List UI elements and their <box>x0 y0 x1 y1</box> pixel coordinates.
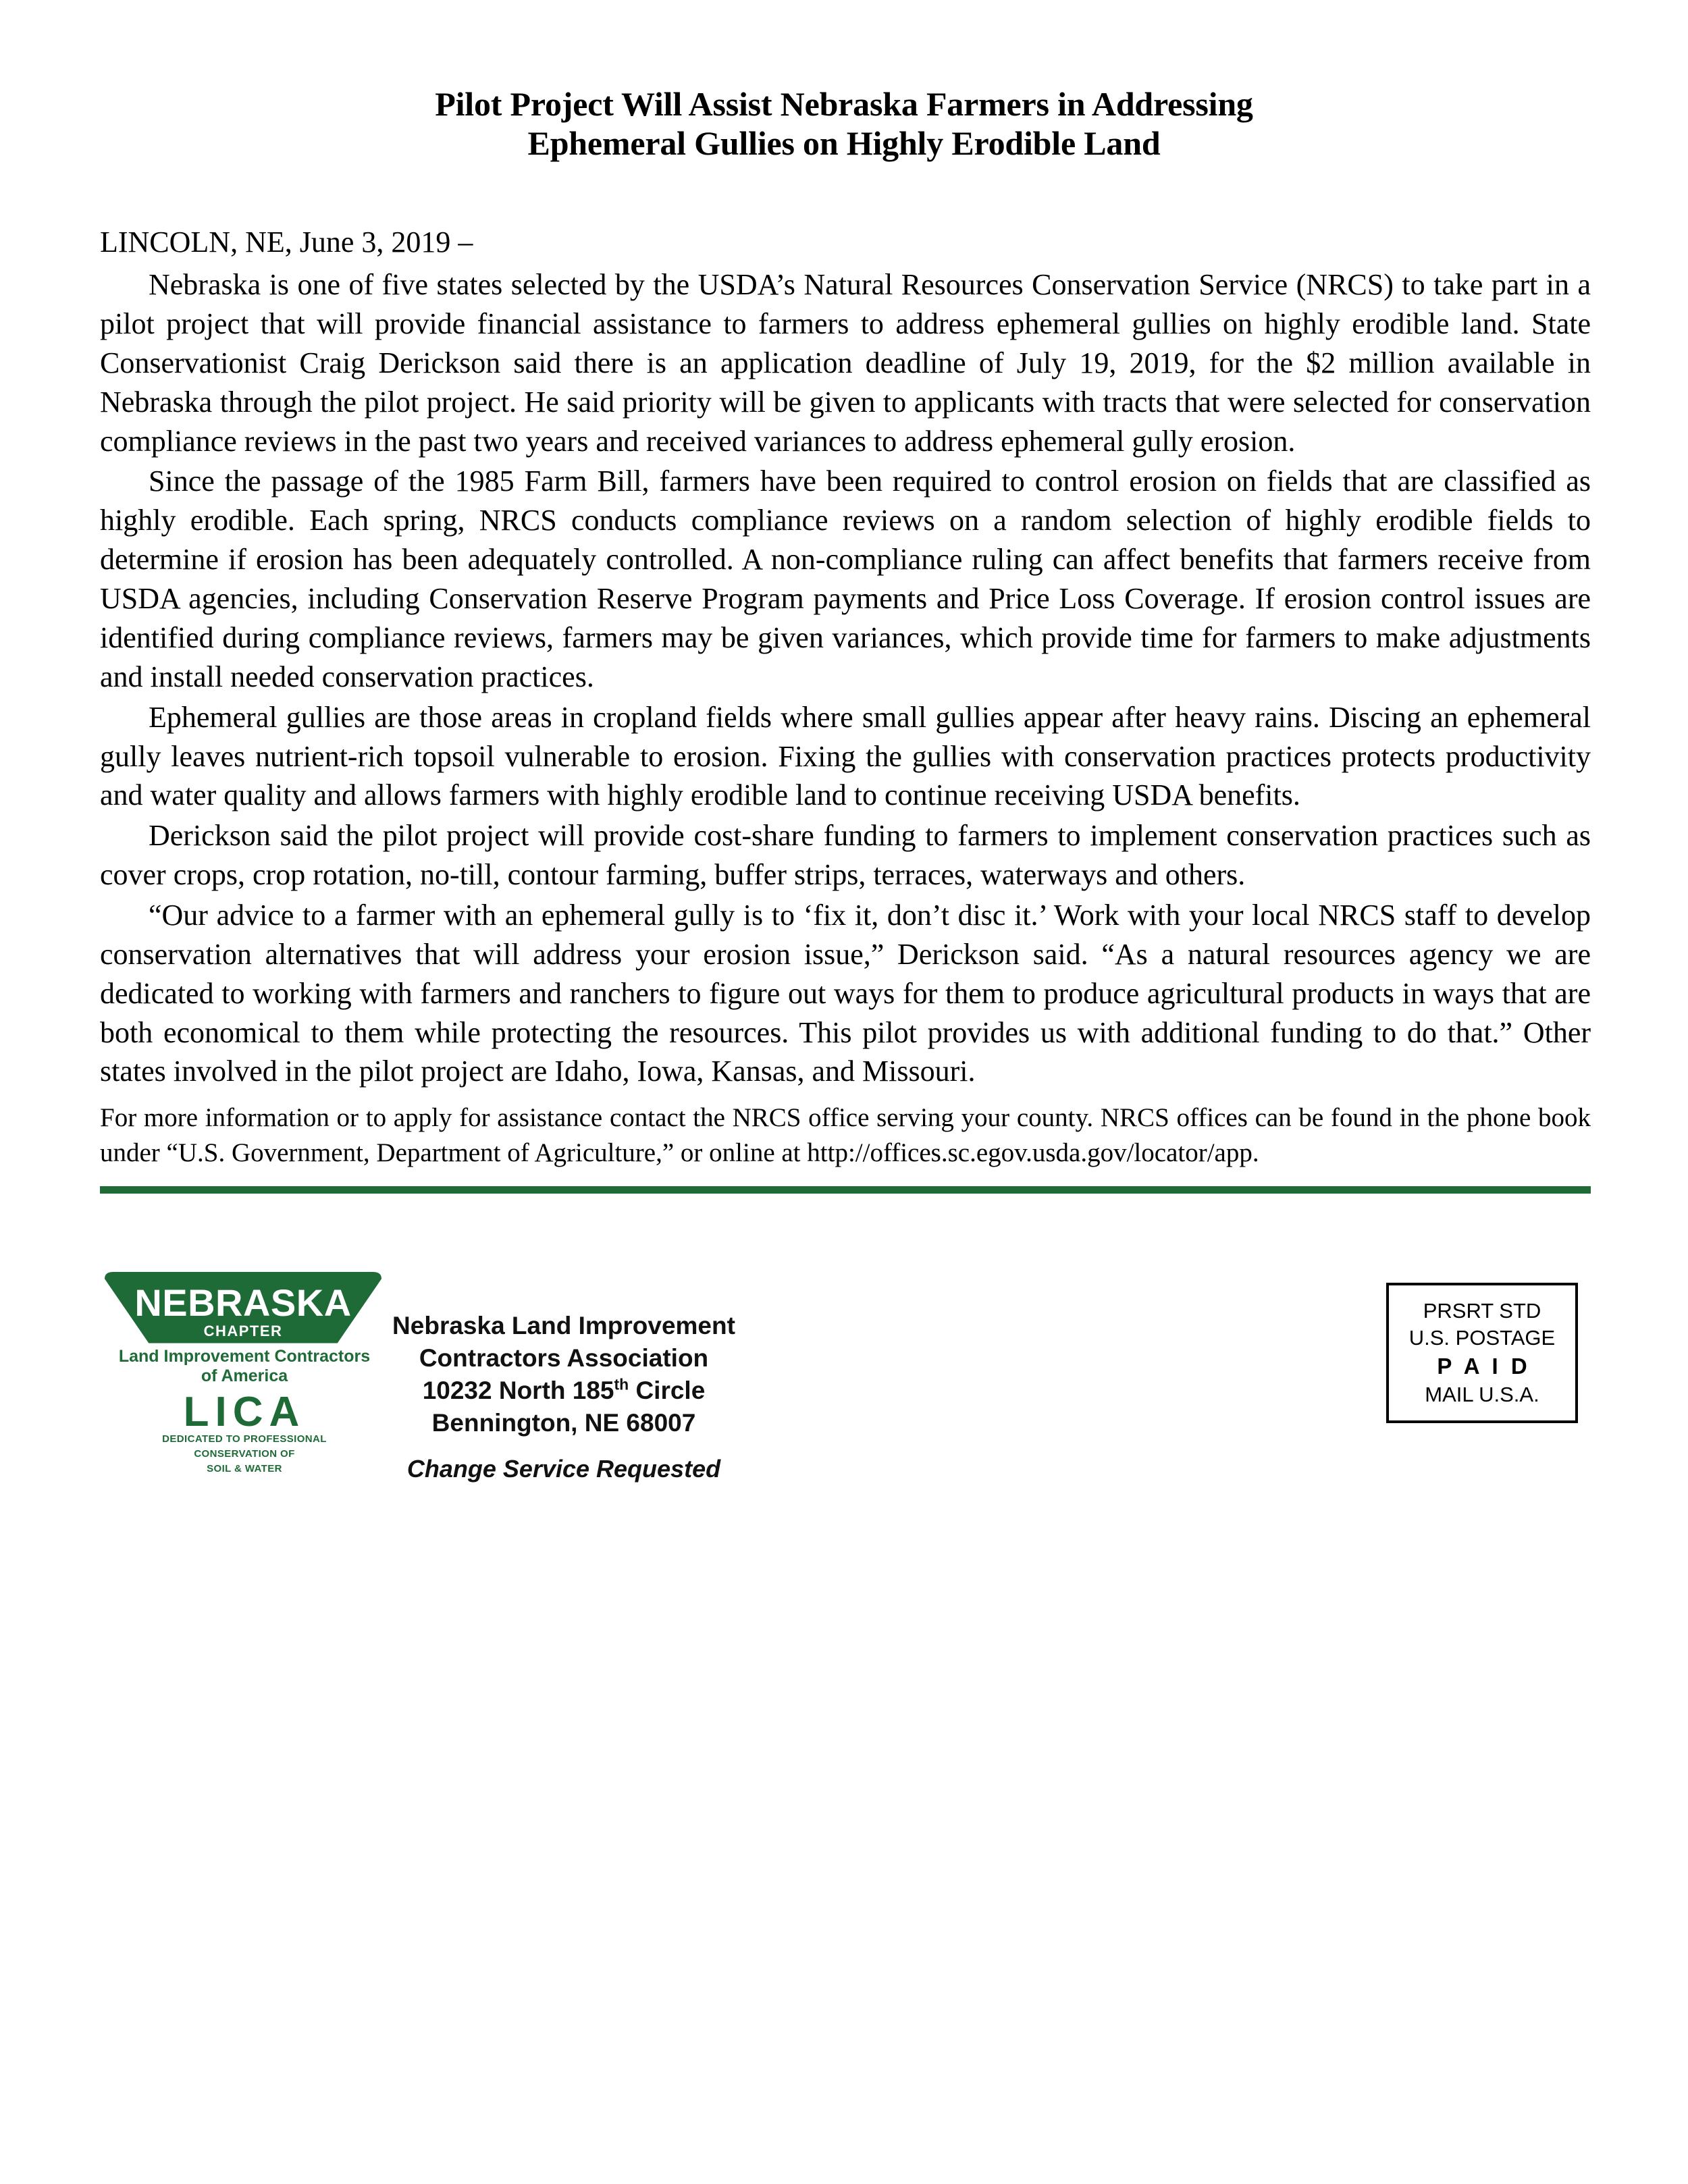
headline-line-1: Pilot Project Will Assist Nebraska Farmers in Addressing <box>435 85 1253 123</box>
logo-acronym: LICA <box>183 1389 306 1435</box>
paragraph-1: Nebraska is one of five states selected by the USDA’s Natural Resources Conservation Service (NRCS) to take part in a pilot project that will provide financial assistance to farmers to address ephemeral gullies on highly erodible land. State Conservationist Craig Derickson said there is an application deadline of July 19, 2019, for the $2 million available in Nebraska through the pilot project. He said priority will be given to applicants with tracts that were selected for conservation compliance reviews in the past two years and received variances to address ephemeral gully erosion. <box>100 268 1591 458</box>
paragraph-2: Since the passage of the 1985 Farm Bill, farmers have been required to control erosion on fields that are classified as highly erodible. Each spring, NRCS conducts compliance reviews on a random selection of highly erodible fields to determine if erosion has been adequately controlled. A non-compliance ruling can affect benefits that farmers receive from USDA agencies, including Conservation Reserve Program payments and Price Loss Coverage. If erosion control issues are identified during compliance reviews, farmers may be given variances, which provide time for farmers to make adjustments and install needed conservation practices. <box>100 464 1591 693</box>
return-address-block <box>375 1310 753 1439</box>
paragraph-3: Ephemeral gullies are those areas in cropland fields where small gullies appear after heavy rains. Discing an ephemeral gully leaves nutrient-rich topsoil vulnerable to erosion. Fixing the gullies with conservation practices protects productivity and water quality and allows farmers with highly erodible land to continue receiving USDA benefits. <box>100 700 1591 812</box>
postage-line-4: MAIL U.S.A. <box>1425 1382 1539 1406</box>
logo-tagline-3: SOIL & WATER <box>207 1463 282 1474</box>
green-divider <box>100 1186 1591 1194</box>
street-type: Circle <box>629 1377 706 1405</box>
article-body <box>100 223 1591 1171</box>
logo-tagline-2: CONSERVATION OF <box>194 1448 295 1460</box>
postage-paid-label: P A I D <box>1437 1353 1531 1379</box>
paragraph-5: “Our advice to a farmer with an ephemeral gully is to ‘fix it, don’t disc it.’ Work with your local NRCS staff to develop conservation alternatives that will address your erosion issue,” Derickson said. “As a natural resources agency we are dedicated to working with farmers and ranchers to figure out ways for them to produce agricultural products in ways that are both economical to them while protecting the resources. This pilot provides us with additional funding to do that.” Other states involved in the pilot project are Idaho, Iowa, Kansas, and Missouri. <box>100 898 1591 1088</box>
return-address-line-2: Contractors Association <box>419 1344 709 1373</box>
postage-indicia-box <box>1386 1283 1578 1423</box>
return-address-line-3 <box>375 1375 753 1407</box>
logo-chapter-text: CHAPTER <box>203 1323 283 1339</box>
ordinal-suffix: th <box>614 1375 629 1393</box>
headline-line-2: Ephemeral Gullies on Highly Erodible Land <box>527 124 1161 162</box>
logo-tagline-1: DEDICATED TO PROFESSIONAL <box>162 1433 327 1445</box>
paragraph-4: Derickson said the pilot project will provide cost-share funding to farmers to implement conservation practices such as cover crops, crop rotation, no-till, contour farming, buffer strips, terraces, waterways and others. <box>100 819 1591 892</box>
logo-top-text: NEBRASKA <box>134 1281 352 1324</box>
footer-note: For more information or to apply for assistance contact the NRCS office serving your county. NRCS offices can be found in the phone book under “U.S. Government, Department of Agriculture,” or online at http://offices.sc.egov.usda.gov/locator/app. <box>100 1103 1591 1167</box>
change-service-requested: Change Service Requested <box>406 1455 721 1483</box>
postage-line-1: PRSRT STD <box>1423 1299 1541 1323</box>
street-number: 10232 North 185 <box>422 1377 614 1405</box>
page-title <box>101 84 1587 163</box>
lica-triangle-icon <box>95 1271 392 1480</box>
logo-assoc-line-2: of America <box>201 1366 288 1385</box>
postage-line-2: U.S. POSTAGE <box>1408 1326 1556 1350</box>
return-address-line-1: Nebraska Land Improvement <box>392 1312 735 1339</box>
nebraska-lica-logo <box>95 1271 392 1480</box>
dateline: LINCOLN, NE, June 3, 2019 – <box>100 225 473 259</box>
return-address-line-4: Bennington, NE 68007 <box>431 1409 696 1437</box>
logo-assoc-line-1: Land Improvement Contractors <box>118 1347 371 1366</box>
